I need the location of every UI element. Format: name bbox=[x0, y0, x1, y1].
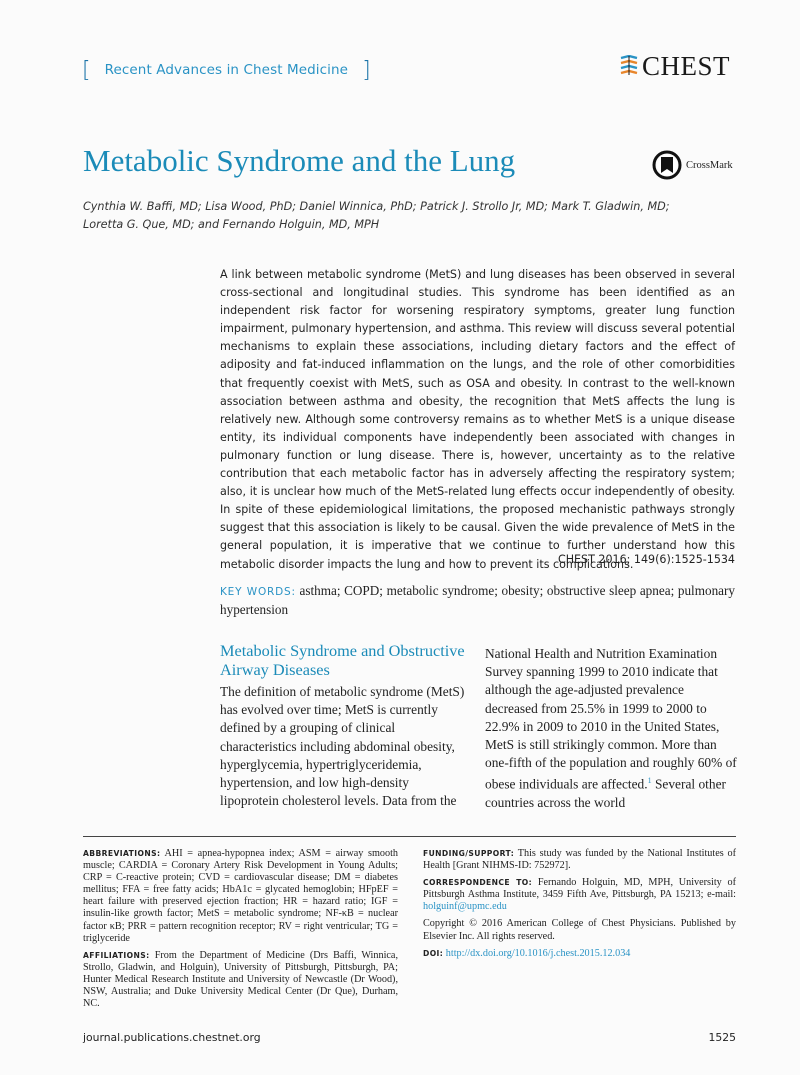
copyright: Copyright © 2016 American College of Chest Physicians. Published by Elsevier Inc. All rights reserved. bbox=[423, 918, 736, 942]
crossmark-icon bbox=[652, 150, 682, 180]
affiliations bbox=[83, 950, 398, 1010]
footnote-divider bbox=[83, 836, 736, 837]
email-link[interactable]: holguinf@upmc.edu bbox=[423, 901, 507, 913]
doi-label: DOI: bbox=[423, 948, 444, 958]
crossmark-label: CrossMark bbox=[686, 159, 733, 171]
section-label-bracket bbox=[82, 58, 371, 82]
abbreviations-label: ABBREVIATIONS: bbox=[83, 849, 161, 858]
keywords bbox=[220, 582, 735, 619]
correspondence-text: Fernando Holguin, MD, MPH, University of Pittsburgh Asthma Institute, 3459 Fifth Ave, Pittsburgh, PA 15213; e-mail: bbox=[423, 877, 736, 901]
footnotes-left bbox=[83, 848, 398, 1015]
affiliations-text: From the Department of Medicine (Drs Baffi, Winnica, Strollo, Gladwin, and Holguin), University of Pittsburgh, Pittsburgh, PA; Hunter Medical Research Institute and University of Newcastle (Dr Wood), NSW, Australia; and Duke University Medical Center (Dr Que), Durham, NC. bbox=[83, 949, 398, 1010]
author-list bbox=[83, 198, 703, 234]
abstract: A link between metabolic syndrome (MetS) and lung diseases has been observed in several cross-sectional and longitudinal studies. This syndrome has been identified as an independent risk factor for worsening respiratory symptoms, greater lung function impairment, pulmonary hypertension, and asthma. This review will discuss several potential mechanisms to explain these associations, including dietary factors and the effect of adiposity and fat-induced inflammation on the lungs, and the role of other comorbidities that frequently coexist with MetS, such as OSA and obesity. In contrast to the well-known association between asthma and obesity, the recognition that MetS affects the lung is relatively new. Although some controversy remains as to whether MetS is a unique disease entity, its individual components have independently been associated with changes in pulmonary function or lung disease. There is, however, uncertainty as to the relative contribution that each metabolic factor has in adversely affecting the respiratory system; also, it is unclear how much of the MetS-related lung effects occur independently of obesity. In spite of these epidemiological limitations, the proposed mechanistic pathways strongly suggest that this association is likely to be causal. Given the wide prevalence of MetS in the general population, it is imperative that we continue to further understand how this metabolic disorder impacts the lung and how to prevent its complications. bbox=[220, 268, 735, 571]
section-heading: Metabolic Syndrome and Obstructive Airway Diseases bbox=[220, 641, 465, 679]
authors-line-2: Loretta G. Que, MD; and Fernando Holguin, MD, MPH bbox=[83, 218, 380, 231]
footnotes-right bbox=[423, 848, 736, 965]
citation: CHEST 2016; 149(6):1525-1534 bbox=[557, 553, 735, 566]
body-column-2-text: National Health and Nutrition Examination Survey spanning 1999 to 2010 indicate that although the age-adjusted prevalence decreased from 25.5% in 1999 to 2000 to 22.9% in 2009 to 2010 in the United States, MetS is still strikingly common. More than one-fifth of the population and roughly 60% of obese individuals are affected. bbox=[485, 646, 737, 792]
article-title: Metabolic Syndrome and the Lung bbox=[83, 143, 516, 178]
keywords-label: KEY WORDS: bbox=[220, 586, 296, 598]
funding-text: This study was funded by the National Institutes of Health [Grant NIHMS-ID: 752972]. bbox=[423, 848, 736, 872]
section-label: Recent Advances in Chest Medicine bbox=[104, 62, 349, 78]
funding bbox=[423, 848, 736, 872]
crossmark-badge[interactable] bbox=[652, 150, 733, 180]
reference-link[interactable]: 1 bbox=[647, 776, 652, 786]
correspondence-label: CORRESPONDENCE TO: bbox=[423, 878, 533, 888]
abbreviations bbox=[83, 848, 398, 945]
doi-link[interactable]: http://dx.doi.org/10.1016/j.chest.2015.12.034 bbox=[445, 947, 631, 959]
doi bbox=[423, 948, 736, 960]
body-column-2-tail: Several other countries across the world bbox=[485, 776, 726, 811]
keywords-list: asthma; COPD; metabolic syndrome; obesity; obstructive sleep apnea; pulmonary hypertension bbox=[220, 583, 735, 617]
authors-line-1: Cynthia W. Baffi, MD; Lisa Wood, PhD; Daniel Winnica, PhD; Patrick J. Strollo Jr, MD; Mark T. Gladwin, MD; bbox=[83, 200, 670, 213]
bracket-close: ] bbox=[362, 57, 371, 83]
body-column-2 bbox=[485, 645, 740, 812]
footer-journal-url[interactable]: journal.publications.chestnet.org bbox=[83, 1031, 261, 1044]
chest-logo-icon bbox=[620, 55, 638, 77]
bracket-open: [ bbox=[82, 57, 91, 83]
chest-logo bbox=[620, 53, 730, 79]
abbreviations-text: AHI = apnea-hypopnea index; ASM = airway smooth muscle; CARDIA = Coronary Artery Risk Development in Young Adults; CRP = C-reactive protein; CVD = cardiovascular disease; DM = diabetes mellitus; FFA = free fatty acids; HbA1c = glycated hemoglobin; HFpEF = heart failure with preserved ejection fraction; HR = hazard ratio; IGF = insulin-like growth factor; MetS = metabolic syndrome; NF-κB = nuclear factor κB; PRR = pattern recognition receptor; RV = right ventricular; TG = triglyceride bbox=[83, 848, 398, 944]
chest-logo-text: CHEST bbox=[642, 51, 731, 81]
affiliations-label: AFFILIATIONS: bbox=[83, 950, 150, 960]
funding-label: FUNDING/SUPPORT: bbox=[423, 849, 515, 858]
correspondence bbox=[423, 877, 736, 913]
body-column-1: The definition of metabolic syndrome (MetS) has evolved over time; MetS is currently defined by a grouping of clinical characteristics including abdominal obesity, hyperglycemia, hypertriglyceridemia, hypertension, and low high-density lipoprotein cholesterol levels. Data from the bbox=[220, 684, 465, 809]
page-number: 1525 bbox=[708, 1031, 736, 1044]
